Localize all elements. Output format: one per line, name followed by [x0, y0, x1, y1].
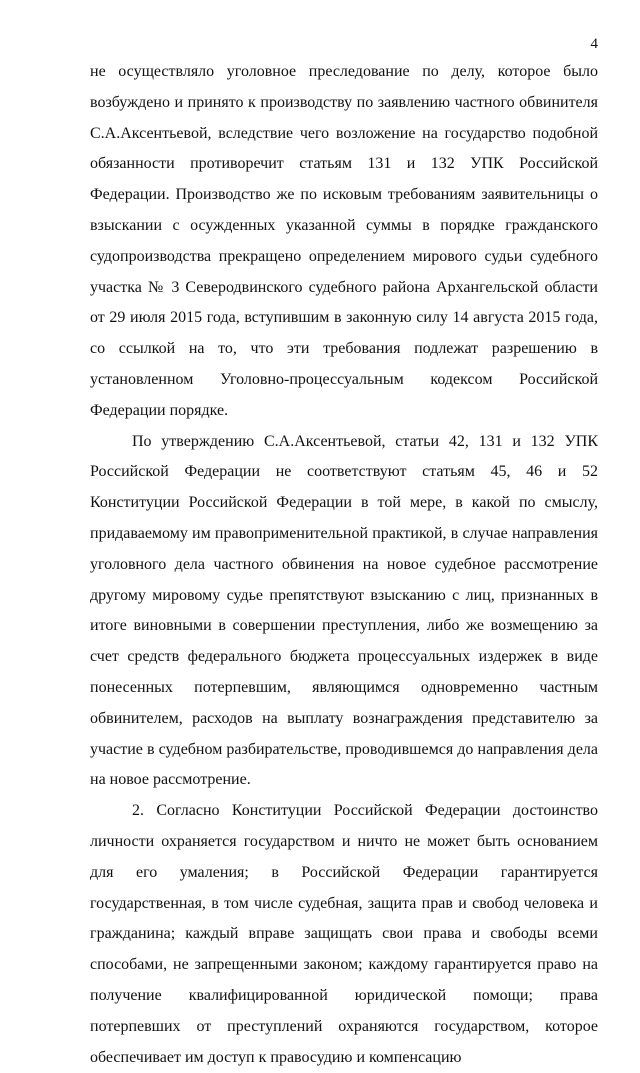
paragraph-claim: По утверждению С.А.Аксентьевой, статьи 42, 131 и 132 УПК Российской Федерации не соответствуют статьям 45, 46 и 52 Конституции Российской Федерации в той мере, в какой по смыслу, придаваемому им правоприменительной практикой, в случае направления уголовного дела частного обвинения на новое судебное рассмотрение другому мировому судье препятствуют взысканию с лиц, признанных в итоге виновными в совершении преступления, либо же возмещению за счет средств федерального бюджета процессуальных издержек в виде понесенных потерпевшим, являющимся одновременно частным обвинителем, расходов на выплату вознаграждения представителю за участие в судебном разбирательстве, проводившемся до направления дела на новое рассмотрение. [90, 432, 598, 789]
paragraph-section-2: 2. Согласно Конституции Российской Федерации достоинство личности охраняется государством и ничто не может быть основанием для его умаления; в Российской Федерации гарантируется государственная, в том числе судебная, защита прав и свобод человека и гражданина; каждый вправе защищать свои права и свободы всеми способами, не запрещенными законом; каждому гарантируется право на получение квалифицированной юридической помощи; права потерпевших от преступлений охраняются государством, которое обеспечивает им доступ к правосудию и компенсацию [90, 802, 598, 1066]
page-number: 4 [590, 36, 598, 52]
document-body [90, 57, 598, 1073]
paragraph-continued: не осуществляло уголовное преследование по делу, которое было возбуждено и принято к производству по заявлению частного обвинителя С.А.Аксентьевой, вследствие чего возложение на государство подобной обязанности противоречит статьям 131 и 132 УПК Российской Федерации. Производство же по исковым требованиям заявительницы о взыскании с осужденных указанной суммы в порядке гражданского судопроизводства прекращено определением мирового судьи судебного участка № 3 Северодвинского судебного района Архангельской области от 29 июля 2015 года, вступившим в законную силу 14 августа 2015 года, со ссылкой на то, что эти требования подлежат разрешению в установленном Уголовно-процессуальным кодексом Российской Федерации порядке. [90, 63, 598, 419]
